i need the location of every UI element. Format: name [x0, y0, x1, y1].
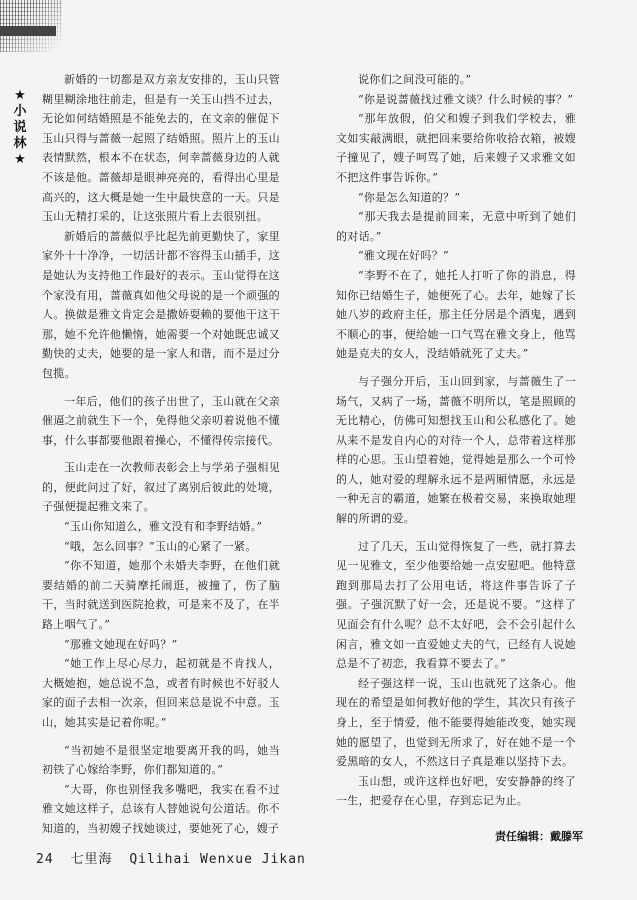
paragraph: “她工作上尽心尽力，起初就是不肯找人，大概她抱，她总说不急，或者有时候也不好驳人家的面子去相一次亲，但回来总是说不中意。玉山，她其实是记着你呢。” — [42, 657, 280, 729]
paragraph: “哦，怎么回事？”玉山的心紧了一紧。 — [64, 539, 257, 553]
corner-band — [0, 26, 56, 36]
paragraph: “那年放假，伯父和嫂子到我们学校去，雅文如实敲满眼，就把回来要给你收拾衣箱，被嫂子撞见了，嫂子呵骂了她，后来嫂子又求雅文如不把这件事告诉你。” — [336, 112, 576, 184]
paragraph: “大哥，你也别怪我多嘴吧，我实在看不过雅文她这样子，总该有人替她说句公道话。你不知道的，当初嫂子找她谈过，要她死了心，嫂子 — [42, 782, 280, 835]
editor-label: 责任编辑： — [495, 830, 550, 843]
paragraph: “那雅文她现在好吗？” — [64, 637, 178, 651]
right-text-column — [336, 70, 576, 820]
paragraph: 一年后，他们的孩子出世了，玉山就在父亲催逼之前就生下一个，免得他父亲叨着说他不懂事，什么事都要他跟着操心，不懂得传宗接代。 — [42, 394, 280, 447]
paragraph: 经子强这样一说，玉山也就死了这条心。他现在的希望是如何教好他的学生，其次只有孩子身上，至于情爱，他不能要得她能改变，她实现她的愿望了，也觉到无所求了，好在她不是一个爱黑暗的女人，不然这日子真是难以坚持下去。 — [336, 676, 576, 769]
paragraph: “你是说蔷薇找过雅文谈？什么时候的事？” — [358, 92, 574, 106]
paragraph: “雅文现在好吗？” — [358, 249, 449, 263]
paragraph: “李野不在了，她托人打听了你的消息，得知你已结婚生子，她便死了心。去年，她嫁了长她八岁的政府主任，那主任分居是个酒鬼，遇到不顺心的事，便给她一口气骂在雅文身上，他骂她是克夫的女人，没结婚就死了丈夫。” — [336, 268, 576, 361]
paragraph: “玉山你知道么，雅文没有和李野结婚。” — [64, 520, 263, 534]
paragraph: 与子强分开后，玉山回到家，与蔷薇生了一场气，又病了一场，蔷薇不明所以，笔是照顾的无比精心，仿佛可知想找玉山和公私感化了。她从来不是发自内心的对待一个人，总带着这样那样的心思。玉山望着她，觉得她是那么一个可怜的人，她对爱的理解永远不是两厢情愿，永远是一种无言的霸道，她繁在极着交易，来换取她理解的所谓的爱。 — [336, 374, 576, 526]
magazine-name-pinyin: Qilihai Wenxue Jikan — [129, 852, 306, 867]
paragraph: “你不知道，她那个未婚夫李野，在他们就要结婚的前二天骑摩托闹逛，被撞了，伤了脑干，当时就送到医院抢救，可是来不及了，在半路上咽气了。” — [42, 559, 280, 632]
section-label: ★小说林★ — [13, 88, 27, 167]
paragraph: “那天我去是提前回来，无意中听到了她们的对话。” — [336, 210, 576, 243]
page-footer — [36, 848, 314, 867]
magazine-name-cn: 七里海 — [70, 852, 113, 867]
page-number: 24 — [36, 852, 54, 867]
paragraph: 过了几天，玉山觉得恢复了一些，就打算去见一见雅文，至少他要给她一点安慰吧。他特意跑到那局去打了公用电话，将这件事告诉了子强。子强沉默了好一会，还是说不要。“这样了见面会有什么呢？总不太好吧，会不会引起什么闲言，雅文如一直爱她丈夫的气，已经有人说她总是不了初恋，我看算不要去了。” — [336, 539, 576, 671]
editor-name: 戴滕军 — [550, 830, 583, 843]
paragraph: 说你们之间没可能的。” — [358, 73, 472, 86]
paragraph: 玉山走在一次教师表彰会上与学弟子强相见的，便此问过了好，叙过了离别后彼此的处境，子强便提起雅文来了。 — [42, 461, 280, 514]
paragraph: “当初她不是很坚定地要离开我的吗，她当初铁了心嫁给李野，你们都知道的。” — [42, 743, 280, 777]
editor-credit — [495, 828, 583, 844]
paragraph: 新婚后的蔷薇似乎比起先前更勤快了，家里家外十十净净，一切活计都不容得玉山插手，这是她认为支持他工作最好的表示。玉山觉得在这个家没有用，蔷薇真如他父母说的是一个顽强的人。换做是雅文肯定会是撒娇耍赖的要他干这干那，她不允许他懒惰，她需要一个对她既忠诚又勤快的丈夫，她要的是一家人和谐，而不是过分包揽。 — [42, 229, 280, 380]
paragraph: 玉山想，或许这样也好吧，安安静静的终了一生，把爱存在心里，存到忘记为止。 — [336, 774, 576, 808]
left-text-column — [42, 70, 280, 835]
paragraph: “你是怎么知道的？” — [358, 190, 461, 204]
paragraph: 新婚的一切都是双方亲友安排的，玉山只管糊里糊涂地往前走，但是有一关玉山挡不过去，无论如何结婚照是不能免去的，在文亲的催促下玉山只得与蔷薇一起照了结婚照。照片上的玉山表情默然，根本不在状态，何幸蔷薇身边的人就不该是他。蔷薇却是眼神亮亮的，看得出心里是高兴的，这大概是她一生中最快意的一天。只是玉山无精打采的，让这张照片看上去很别扭。 — [42, 73, 280, 224]
